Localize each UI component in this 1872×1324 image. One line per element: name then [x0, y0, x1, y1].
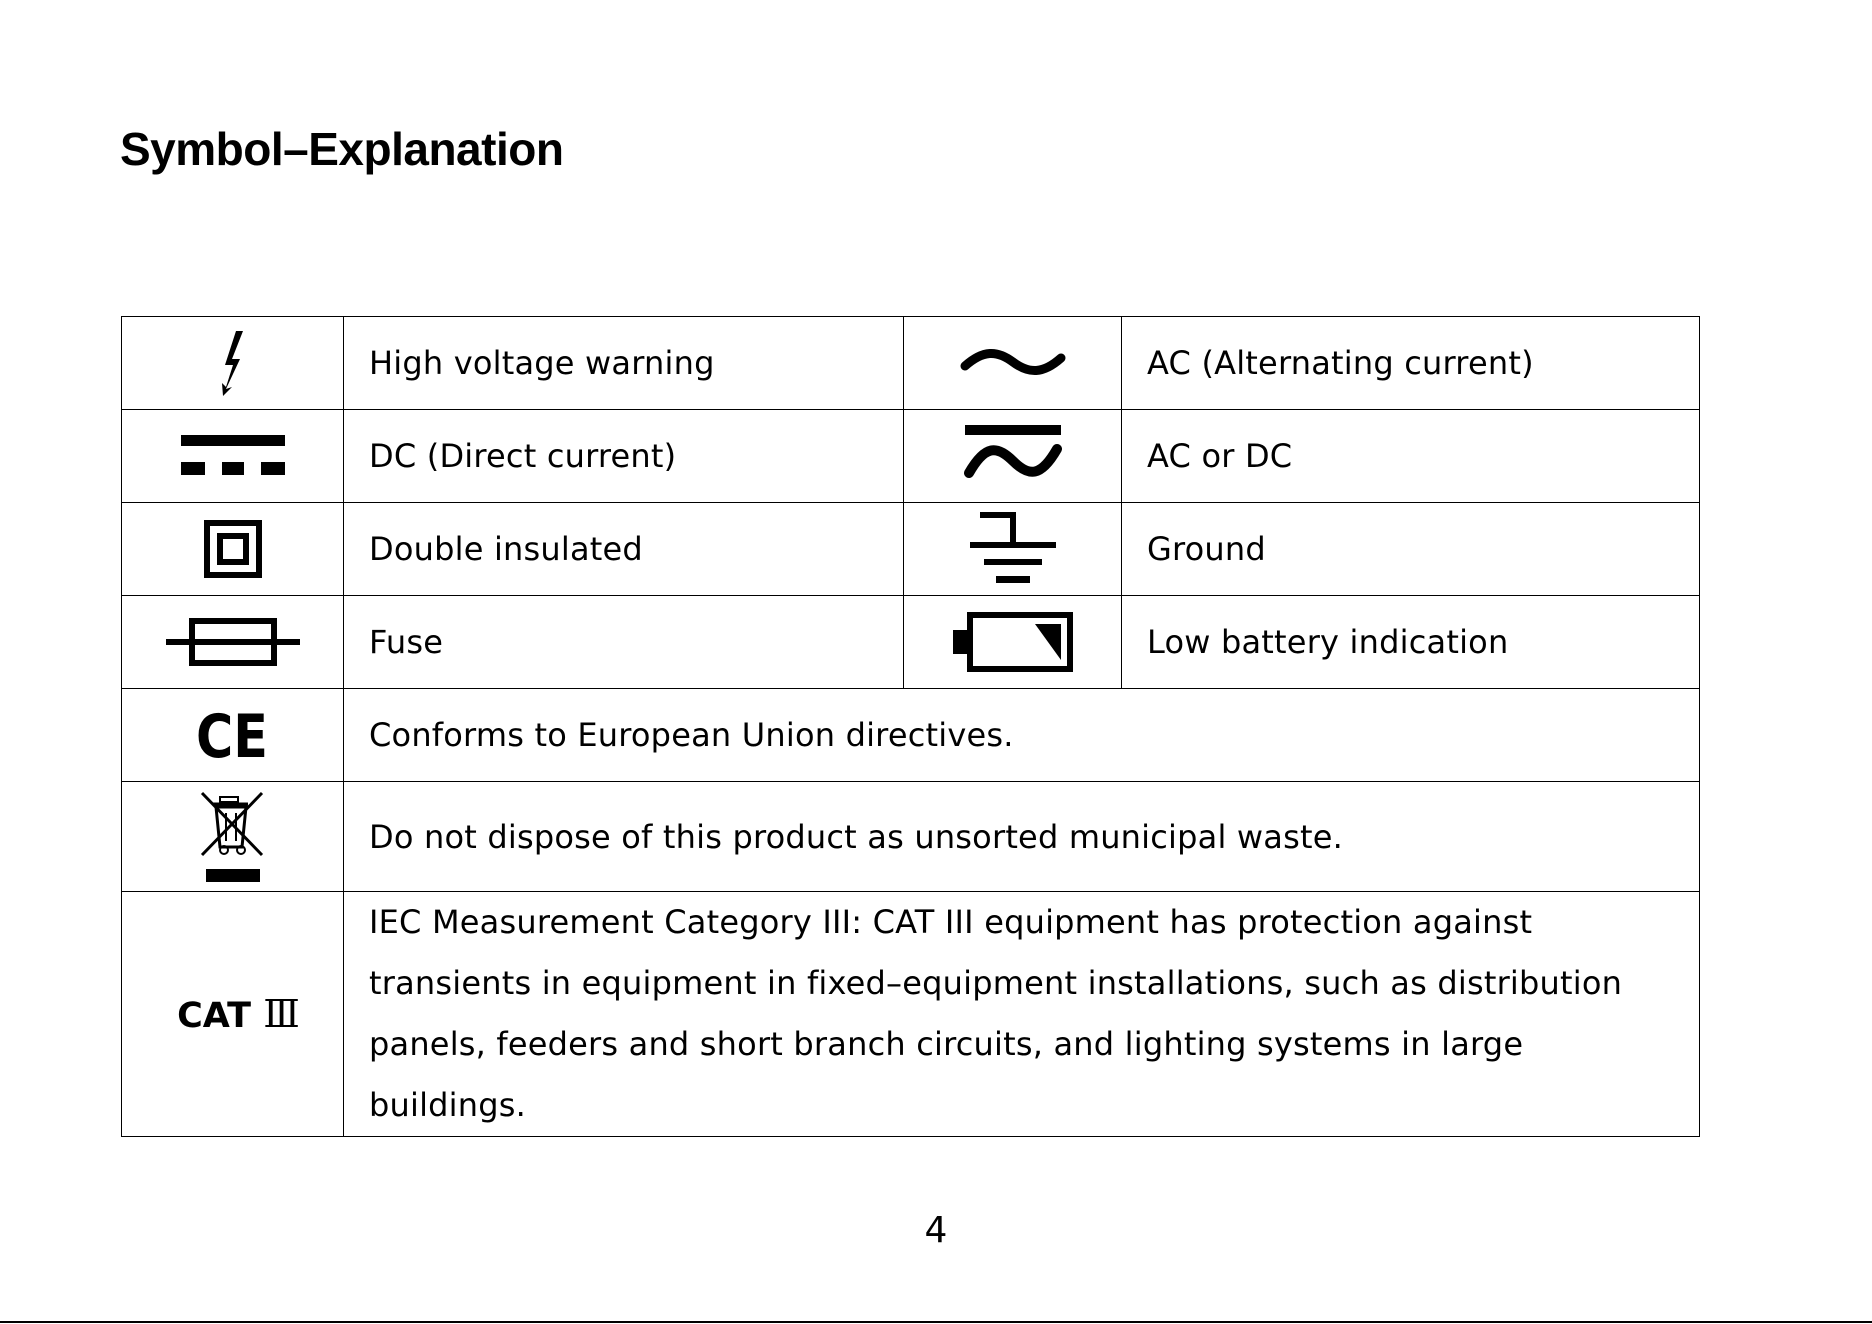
page-number: 4 [924, 1210, 948, 1251]
table-row [122, 317, 1700, 410]
symbol-cell [122, 782, 344, 892]
symbol-description: Fuse [344, 596, 904, 689]
symbol-description: Ground [1122, 503, 1700, 596]
symbol-description: Double insulated [344, 503, 904, 596]
symbol-cell [122, 503, 344, 596]
double-insulated-icon [204, 520, 262, 578]
symbol-cell [904, 596, 1122, 689]
dc-icon [181, 435, 285, 477]
ac-or-dc-icon [963, 425, 1063, 487]
symbol-description: High voltage warning [344, 317, 904, 410]
symbol-cell [122, 317, 344, 410]
table-row [122, 596, 1700, 689]
symbol-table [121, 316, 1700, 1137]
bottom-rule [0, 1321, 1872, 1323]
symbol-cell [122, 410, 344, 503]
high-voltage-icon [213, 329, 253, 397]
table-row [122, 892, 1700, 1137]
table-row [122, 503, 1700, 596]
symbol-cell [904, 410, 1122, 503]
symbol-description: Low battery indication [1122, 596, 1700, 689]
cat-roman-numeral: Ⅲ [263, 992, 300, 1036]
symbol-cell [904, 317, 1122, 410]
low-battery-icon [953, 612, 1073, 672]
table-row [122, 782, 1700, 892]
fuse-icon [166, 618, 300, 666]
symbol-description: AC or DC [1122, 410, 1700, 503]
symbol-description: IEC Measurement Category III: CAT III equipment has protection against transients in equipment in fixed–equipment installations, such as distribution panels, feeders and short branch circuits, and lighting systems in large buildings. [344, 892, 1700, 1137]
symbol-description: Conforms to European Union directives. [344, 689, 1700, 782]
cat-label-text: CAT [177, 996, 252, 1036]
ce-mark-text: CE [195, 702, 268, 772]
table-row [122, 689, 1700, 782]
symbol-cell [122, 596, 344, 689]
symbol-cell [122, 892, 344, 1137]
ce-mark-icon [195, 702, 270, 772]
table-row [122, 410, 1700, 503]
ground-icon [968, 512, 1058, 586]
symbol-description: DC (Direct current) [344, 410, 904, 503]
page-title: Symbol–Explanation [120, 123, 564, 175]
symbol-description: Do not dispose of this product as unsorted municipal waste. [344, 782, 1700, 892]
cat-iii-label [177, 992, 300, 1036]
symbol-cell [122, 689, 344, 782]
symbol-description: AC (Alternating current) [1122, 317, 1700, 410]
ac-icon [961, 346, 1065, 380]
symbol-cell [904, 503, 1122, 596]
crossed-bin-icon [198, 789, 268, 885]
